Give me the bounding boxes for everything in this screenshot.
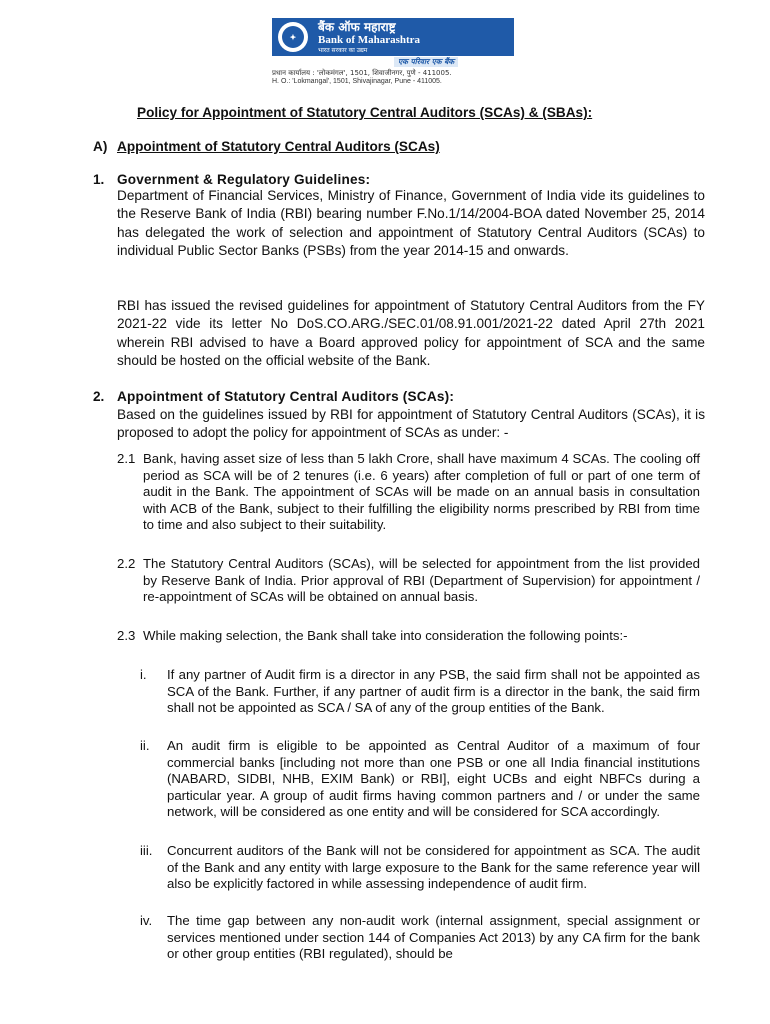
item2-heading: Appointment of Statutory Central Auditors (SCAs):	[117, 389, 455, 404]
sub-2-3-number: 2.3	[117, 628, 136, 643]
item2-intro: Based on the guidelines issued by RBI for appointment of Statutory Central Auditors (SCAs), it is proposed to adopt the policy for appointment of SCAs as under: -	[117, 407, 705, 441]
bank-tagline-hindi: भारत सरकार का उद्यम	[318, 46, 368, 54]
address-hindi: प्रधान कार्यालय : 'लोकमंगल', 1501, शिवाजीनगर, पुणे - 411005.	[272, 69, 452, 77]
point-ii-text: An audit firm is eligible to be appointed as Central Auditor of a maximum of four commercial banks [including not more than one PSB or one all India financial institutions (NABARD, SIDBI, NHB, EXIM Bank) or RBI], eight UCBs and eight NBFCs during a particular year. A group of audit firms having common partners and / or under the same network, will be considered as one entity and will be considered for SCA accordingly.	[167, 738, 700, 820]
item2-number: 2.	[93, 389, 105, 404]
bank-logo-banner	[272, 18, 514, 56]
bank-slogan: एक परिवार एक बैंक	[394, 57, 458, 67]
item1-heading: Government & Regulatory Guidelines:	[117, 172, 371, 187]
sub-2-2-text: The Statutory Central Auditors (SCAs), will be selected for appointment from the list provided by Reserve Bank of India. Prior approval of RBI (Department of Supervision) for appointment / re-appointment of SCAs will be obtained on annual basis.	[143, 556, 700, 605]
address-english: H. O.: 'Lokmangal', 1501, Shivajinagar, Pune - 411005.	[272, 78, 442, 85]
point-iv-number: iv.	[140, 913, 153, 928]
point-iii-number: iii.	[140, 843, 153, 858]
item1-paragraph-1: Department of Financial Services, Ministry of Finance, Government of India vide its guidelines to the Reserve Bank of India (RBI) bearing number F.No.1/14/2004-BOA dated November 25, 2014 has delegated the work of selection and appointment of Statutory Central Auditors (SCAs) to individual Public Sector Banks (PSBs) from the year 2014-15 and onwards.	[117, 188, 705, 259]
bank-emblem-icon: ✦	[278, 22, 308, 52]
bank-name-hindi: बैंक ऑफ महाराष्ट्र	[318, 19, 396, 34]
point-ii-number: ii.	[140, 738, 150, 753]
point-iv-text: The time gap between any non-audit work (internal assignment, special assignment or services mentioned under section 144 of Companies Act 2013) by any CA firm for the bank or other group entities (RBI regulated), should be	[167, 913, 700, 962]
section-a-heading: Appointment of Statutory Central Auditors (SCAs)	[117, 139, 440, 154]
letterhead	[272, 18, 522, 84]
page-title: Policy for Appointment of Statutory Central Auditors (SCAs) & (SBAs):	[137, 105, 593, 120]
item1-number: 1.	[93, 172, 105, 187]
point-i-number: i.	[140, 667, 147, 682]
section-a-label: A)	[93, 139, 108, 154]
point-i-text: If any partner of Audit firm is a director in any PSB, the said firm shall not be appointed as SCA of the Bank. Further, if any partner of audit firm is a director in the bank, the said firm shall not be appointed as SCA / SA of any of the group entities of the Bank.	[167, 667, 700, 716]
bank-logo-text	[318, 21, 420, 54]
point-iii-text: Concurrent auditors of the Bank will not be considered for appointment as SCA. The audit of the Bank and any entity with large exposure to the Bank for the same reference year will also be explicitly factored in while assessing independence of audit firm.	[167, 843, 700, 892]
sub-2-1-text: Bank, having asset size of less than 5 lakh Crore, shall have maximum 4 SCAs. The cooling off period as SCA will be of 2 tenures (i.e. 6 years) after completion of full or part of one term of audit in the Bank. The appointment of SCAs will be made on an annual basis in consultation with ACB of the Bank, subject to their fulfilling the eligibility norms prescribed by RBI from time to time and also subject to their suitability.	[143, 451, 700, 533]
sub-2-3-text: While making selection, the Bank shall take into consideration the following points:-	[143, 628, 628, 643]
sub-2-1-number: 2.1	[117, 451, 136, 466]
sub-2-2-number: 2.2	[117, 556, 136, 571]
bank-name-english: Bank of Maharashtra	[318, 33, 421, 46]
item1-paragraph-2: RBI has issued the revised guidelines for appointment of Statutory Central Auditors from the FY 2021-22 vide its letter No DoS.CO.ARG./SEC.01/08.91.001/2021-22 dated April 27th 2021 wherein RBI advised to have a Board approved policy for appointment of SCA and the same should be hosted on the official website of the Bank.	[117, 298, 705, 369]
